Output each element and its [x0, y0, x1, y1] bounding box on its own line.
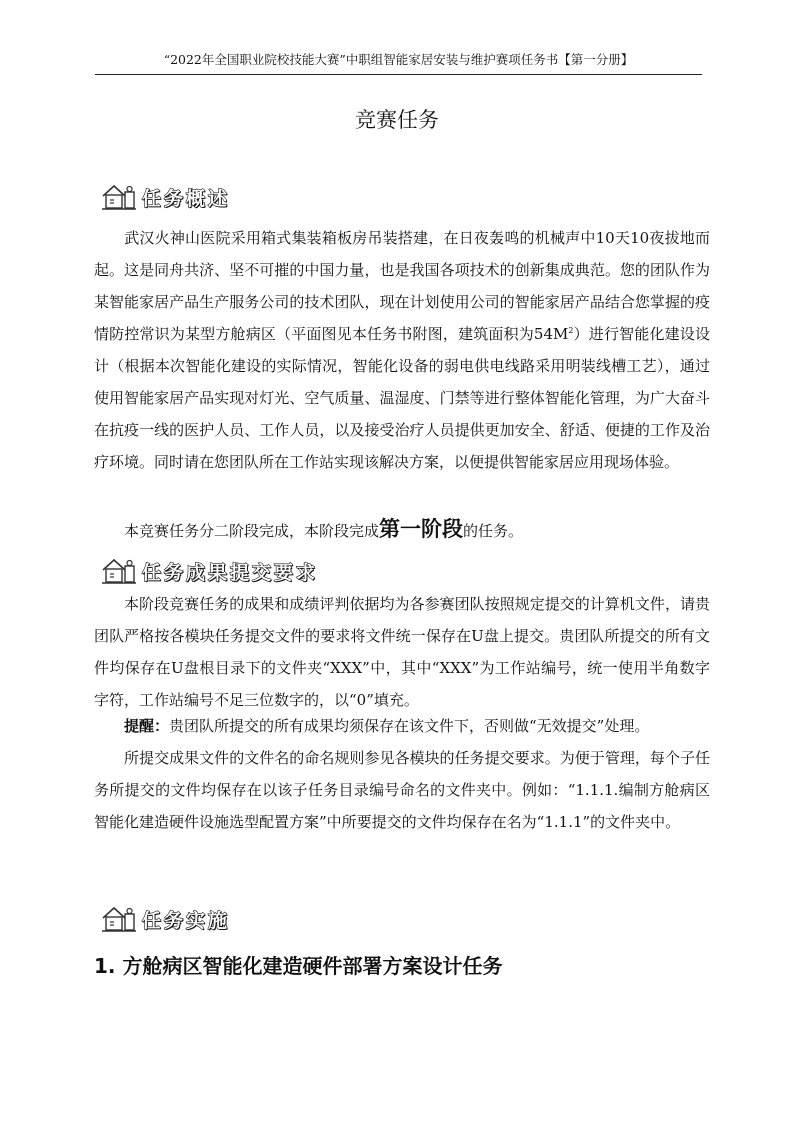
section-title: 任务概述 [142, 187, 231, 210]
stage-paragraph: 本竞赛任务分二阶段完成，本阶段完成第一阶段的任务。 [124, 517, 524, 541]
section-title: 任务实施 [142, 909, 231, 932]
section-heading-submission [100, 556, 318, 586]
reminder-paragraph: 提醒：贵团队所提交的所有成果均须保存在该文件下，否则做“无效提交”处理。 [124, 717, 650, 735]
stage-highlight: 第一阶段 [379, 517, 464, 541]
heading-text: 方舱病区智能化建造硬件部署方案设计任务 [122, 954, 503, 978]
section-heading-overview [100, 182, 230, 212]
page-header: “2022年全国职业院校技能大赛”中职组智能家居安装与维护赛项任务书【第一分册】 [95, 50, 702, 75]
heading-number: 1. [94, 954, 116, 978]
section-title: 任务成果提交要求 [142, 561, 319, 584]
overview-paragraph: 武汉火神山医院采用箱式集装箱板房吊装搭建，在日夜轰鸣的机械声中10天10夜拔地而起。这是同舟共济、坚不可摧的中国力量，也是我国各项技术的创新集成典范。您的团队作为某智能家居产品生产服务公司的技术团队，现在计划使用公司的智能家居产品结合您掌握的疫情防控常识为某型方舱病区（平面图见本任务书附图，建筑面积为$54M^2$）进行智能化建设设计（根据本次智能化建设的实际情况，智能化设备的弱电供电线路采用明装线槽工艺），通过使用智能家居产品实现对灯光、空气质量、温湿度、门禁等进行整体智能化管理，为广大奋斗在抗疫一线的医护人员、工作人员，以及接受治疗人员提供更加安全、舒适、便捷的工作及治疗环境。同时请在您团队所在工作站实现该解决方案，以便提供智能家居应用现场体验。 [94, 229, 710, 471]
section-heading-implementation [100, 904, 230, 934]
house-icon [100, 182, 138, 212]
naming-paragraph: 所提交成果文件的文件名的命名规则参见各模块的任务提交要求。为便于管理，每个子任务所提交的文件均保存在以该子任务目录编号命名的文件夹中。例如：“1.1.1.编制方舱病区智能化建造硬件设施选型配置方案”中所要提交的文件均保存在名为“1.1.1”的文件夹中。 [94, 749, 710, 831]
heading-task-1 [94, 950, 502, 979]
house-icon [100, 556, 138, 586]
reminder-label: 提醒： [124, 717, 170, 735]
house-icon [100, 904, 138, 934]
submission-paragraph: 本阶段竞赛任务的成果和成绩评判依据均为各参赛团队按照规定提交的计算机文件，请贵团队严格按各模块任务提交文件的要求将文件统一保存在U盘上提交。贵团队所提交的所有文件均保存在U盘根目录下的文件夹“XXX”中，其中“XXX”为工作站编号，统一使用半角数字字符，工作站编号不足三位数字的，以“0”填充。 [94, 595, 710, 709]
page-title: 竞赛任务 [355, 108, 439, 132]
